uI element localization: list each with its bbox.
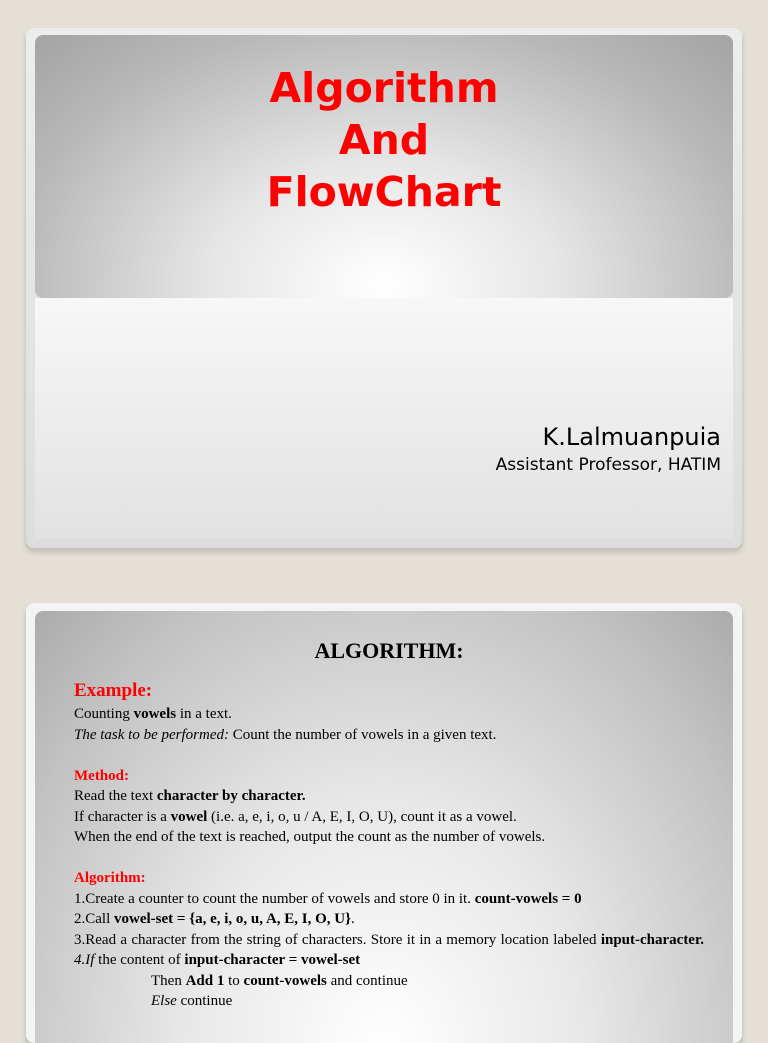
text-run: Count the number of vowels in a given text. <box>228 726 497 743</box>
example-line-2 <box>74 725 704 746</box>
text-run: 3.Read a character from the string of characters. Store it in a memory location labeled <box>74 931 601 948</box>
text-run: the content of <box>94 952 185 968</box>
bold-run: vowels <box>133 706 177 722</box>
text-run: and continue <box>326 972 408 989</box>
spacer <box>74 745 704 766</box>
slide-heading: ALGORITHM: <box>314 638 464 663</box>
text-run: 2.Call <box>74 911 114 927</box>
title-panel <box>35 35 733 298</box>
title-slide <box>26 28 742 548</box>
algorithm-slide <box>26 603 742 1043</box>
bold-run: vowel-set = {a, e, i, o, u, A, E, I, O, U} <box>114 911 352 927</box>
author-role: Assistant Professor, HATIM <box>495 455 721 475</box>
algorithm-step-2 <box>74 909 704 930</box>
method-line-1 <box>74 786 704 807</box>
text-run: Counting <box>74 706 134 722</box>
algorithm-step-3 <box>74 930 704 951</box>
italic-run: The task to be performed: <box>74 726 229 743</box>
method-line-3: When the end of the text is reached, output the count as the number of vowels. <box>74 829 546 845</box>
bold-run: input-character = vowel-set <box>184 952 361 968</box>
algorithm-then-line <box>74 971 704 992</box>
text-run: (i.e. a, e, i, o, u / A, E, I, O, U), count it as a vowel. <box>207 808 517 825</box>
text-run: If character is a <box>74 808 171 825</box>
italic-run: 4.If <box>74 952 95 968</box>
title-line-1: Algorithm <box>269 64 499 112</box>
text-run: in a text. <box>176 706 232 722</box>
text-run: continue <box>176 993 233 1009</box>
italic-run: Else <box>151 993 177 1009</box>
text-run: to <box>224 972 244 989</box>
example-line-1 <box>74 704 704 725</box>
method-label: Method: <box>74 767 129 784</box>
slide-title <box>35 62 733 218</box>
bold-run: count-vowels = 0 <box>474 890 582 907</box>
bold-run: vowel <box>170 808 208 825</box>
slide-content <box>74 636 704 1012</box>
bold-run: count-vowels <box>243 972 327 989</box>
text-run: . <box>351 911 355 927</box>
algorithm-step-4 <box>74 950 704 971</box>
method-line-2 <box>74 807 704 828</box>
text-run: 1.Create a counter to count the number of vowels and store 0 in it. <box>74 890 475 907</box>
subtitle-area <box>35 298 733 538</box>
algorithm-else-line <box>74 991 704 1012</box>
author-name: K.Lalmuanpuia <box>542 423 721 451</box>
algorithm-label: Algorithm: <box>74 870 146 886</box>
content-panel <box>35 611 733 1043</box>
bold-run: Add 1 <box>185 972 225 989</box>
title-line-2: And <box>338 116 430 164</box>
text-run: Then <box>151 972 186 989</box>
algorithm-step-1 <box>74 889 704 910</box>
example-label: Example: <box>74 680 153 701</box>
bold-run: input-character. <box>600 931 704 948</box>
title-line-3: FlowChart <box>266 168 502 216</box>
text-run: Read the text <box>74 788 157 804</box>
bold-run: character by character. <box>156 788 306 804</box>
spacer <box>74 848 704 869</box>
